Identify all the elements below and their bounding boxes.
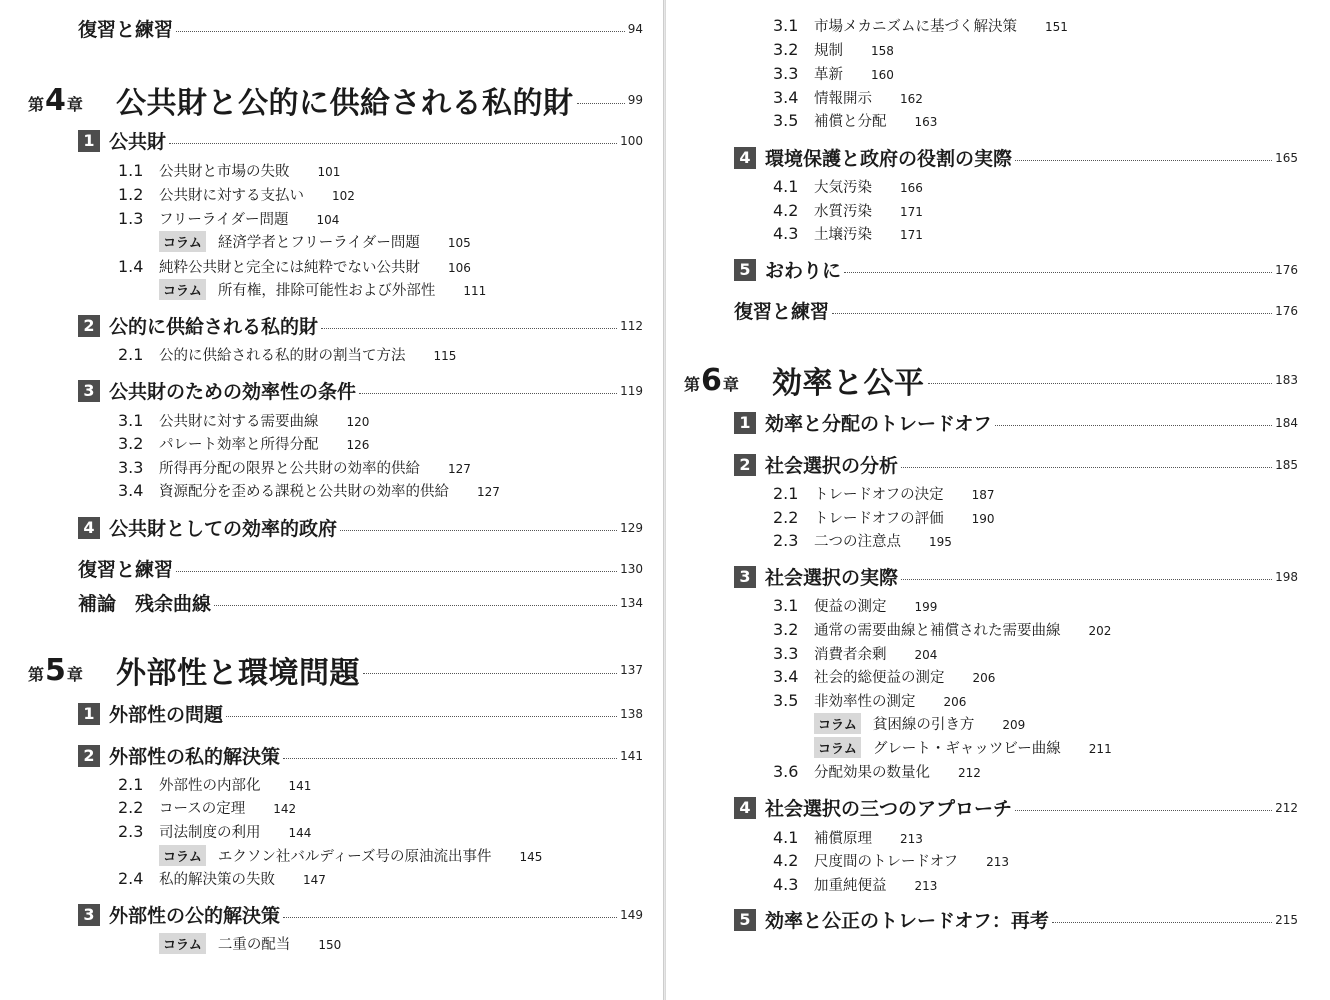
section-number-box: 1 [734,412,756,434]
section-number-box: 5 [734,909,756,931]
chapter-5-heading[interactable] [28,648,643,692]
section-number-box: 1 [78,130,100,152]
page-number: 151 [1045,20,1068,34]
page-number: 185 [1275,457,1298,472]
section-entry[interactable] [78,700,643,727]
subsection-number: 4.2 [773,851,799,870]
subsection-title: 所得再分配の限界と公共財の効率的供給 [159,461,420,477]
chapter-title: 公共財と公的に供給される私的財 [116,86,574,121]
dot-leader [901,467,1272,468]
section-title: 外部性の私的解決策 [109,746,281,768]
chapter-suffix: 章 [722,374,739,394]
column-badge: コラム [159,845,206,866]
entry-title: 復習と練習 [734,301,830,323]
chapter-label [28,653,116,688]
subsection-title: 非効率性の測定 [814,694,916,710]
chapter-number: 4 [45,82,66,118]
page-number: 183 [1275,373,1298,387]
subsection-number: 3.2 [773,40,799,59]
subsection-title: トレードオフの決定 [814,487,944,503]
chapter-prefix: 第 [28,664,45,684]
section-number-box: 1 [78,703,100,725]
subsection-number: 1.2 [118,185,144,204]
page-number: 198 [1275,569,1298,584]
page-number: 144 [288,826,312,840]
dot-leader [283,917,617,918]
subsection-number: 3.4 [773,88,799,107]
column-title: 経済学者とフリーライダー問題 [217,235,420,251]
column-title: 二重の配当 [217,937,291,953]
section-entry[interactable] [78,742,643,769]
subsection-title: 便益の測定 [814,599,887,615]
column-title: エクソン社バルディーズ号の原油流出事件 [217,849,492,865]
dot-leader [321,328,617,329]
dot-leader [1052,922,1272,923]
page-number: 94 [627,21,643,36]
column-entry[interactable] [814,713,1025,734]
section-title: 公共財としての効率的政府 [109,518,338,540]
column-entry[interactable] [159,279,486,300]
section-entry[interactable] [734,144,1298,171]
subsection-title: 公的に供給される私的財の割当て方法 [159,348,406,364]
subsection-number: 1.4 [118,257,144,276]
section-title: 効率と公正のトレードオフ：再考 [765,910,1049,932]
page-number: 127 [477,485,500,499]
subsection-number: 3.3 [773,64,799,83]
page-number: 190 [971,512,995,526]
subsection-number: 3.5 [773,111,799,130]
section-title: 外部性の公的解決策 [109,905,281,927]
subsection-entry[interactable] [773,63,894,84]
section-number-box: 3 [78,904,100,926]
subsection-entry[interactable] [773,223,923,244]
page-number: 202 [1088,624,1112,638]
subsection-title: パレート効率と所得分配 [159,437,319,453]
page-number: 141 [620,748,643,763]
subsection-entry[interactable] [118,410,369,431]
subsection-title: 純粋公共財と完全には純粋でない公共財 [159,260,420,276]
page-number: 165 [1275,150,1298,165]
dot-leader [340,530,617,531]
subsection-number: 2.1 [773,484,799,503]
subsection-number: 2.2 [118,798,144,817]
subsection-entry[interactable] [118,774,311,795]
page-number: 100 [620,133,643,148]
subsection-title: 土壌汚染 [814,227,872,243]
subsection-number: 2.1 [118,775,144,794]
dot-leader [928,383,1273,384]
right-page [666,0,1330,1000]
page-number: 137 [620,663,643,677]
page-number: 115 [433,349,457,363]
subsection-entry[interactable] [773,643,937,664]
column-badge: コラム [159,279,206,300]
subsection-entry[interactable] [773,850,1009,871]
subsection-entry[interactable] [773,507,995,528]
subsection-number: 3.2 [118,434,144,453]
section-entry[interactable] [734,256,1298,283]
toc-entry-appendix[interactable] [78,589,643,616]
subsection-number: 4.2 [773,201,799,220]
section-entry[interactable] [734,409,1298,436]
section-entry[interactable] [734,794,1298,821]
section-entry[interactable] [78,377,643,404]
section-title: 公共財のための効率性の条件 [109,381,357,403]
subsection-number: 3.1 [773,16,799,35]
page-number: 102 [332,189,355,203]
subsection-title: 消費者余剰 [814,647,887,663]
page-number: 142 [273,802,297,816]
subsection-number: 1.3 [118,209,144,228]
subsection-number: 3.1 [773,596,799,615]
section-title: 外部性の問題 [109,704,224,726]
subsection-entry[interactable] [118,868,326,889]
section-title: 社会選択の分析 [765,455,899,477]
subsection-number: 3.4 [118,481,144,500]
section-entry[interactable] [734,906,1298,933]
section-number-box: 2 [78,315,100,337]
page-number: 158 [871,44,894,58]
subsection-entry[interactable] [118,457,471,478]
page-number: 105 [447,236,471,250]
column-entry[interactable] [159,933,341,954]
chapter-title: 効率と公平 [772,366,925,401]
dot-leader [359,393,617,394]
subsection-title: 補償原理 [814,831,872,847]
subsection-number: 3.3 [773,644,799,663]
subsection-entry[interactable] [773,530,952,551]
subsection-title: 革新 [814,67,843,83]
subsection-title: 情報開示 [814,91,872,107]
subsection-number: 2.1 [118,345,144,364]
subsection-entry[interactable] [118,256,471,277]
dot-leader [995,425,1272,426]
page-number: 106 [448,261,471,275]
section-title: 社会選択の三つのアプローチ [765,798,1013,820]
subsection-entry[interactable] [118,821,311,842]
subsection-title: 公共財に対する支払い [159,188,304,204]
column-title: 貧困線の引き方 [872,717,975,733]
chapter-4-heading[interactable] [28,78,643,122]
page-number: 99 [627,93,643,107]
section-entry[interactable] [78,127,643,154]
entry-title: 復習と練習 [78,559,174,581]
subsection-number: 4.1 [773,177,799,196]
subsection-entry[interactable] [118,480,500,501]
column-entry[interactable] [814,737,1112,758]
page-number: 138 [620,706,643,721]
dot-leader [832,313,1272,314]
subsection-entry[interactable] [773,39,894,60]
section-number-box: 2 [734,454,756,476]
subsection-title: トレードオフの評価 [814,511,944,527]
section-number-box: 4 [78,517,100,539]
chapter-number: 6 [701,362,722,398]
subsection-title: 尺度間のトレードオフ [814,854,959,870]
subsection-title: 私的解決策の失敗 [159,872,275,888]
column-title: 所有権，排除可能性および外部性 [217,283,436,299]
section-entry[interactable] [734,451,1298,478]
page-number: 212 [958,766,981,780]
toc-entry-review[interactable] [78,15,643,42]
chapter-suffix: 章 [66,664,83,684]
section-number-box: 3 [78,380,100,402]
page-number: 127 [448,462,471,476]
page-number: 104 [316,213,340,227]
subsection-number: 2.2 [773,508,799,527]
page-number: 213 [914,879,938,893]
page-number: 212 [1275,800,1298,815]
subsection-number: 4.3 [773,224,799,243]
page-number: 195 [929,535,952,549]
dot-leader [169,143,617,144]
subsection-number: 3.6 [773,762,799,781]
column-title: グレート・ギャッツビー曲線 [872,741,1061,757]
page-number: 206 [943,695,967,709]
section-title: おわりに [765,260,842,282]
subsection-entry[interactable] [773,827,923,848]
subsection-title: 加重純便益 [814,878,887,894]
page-number: 129 [620,520,643,535]
page-number: 163 [914,115,938,129]
page-number: 184 [1275,415,1298,430]
page-number: 111 [463,284,487,298]
toc-entry-review[interactable] [78,555,643,582]
subsection-number: 3.5 [773,691,799,710]
page-number: 215 [1275,912,1298,927]
page-number: 149 [620,907,643,922]
page-number: 199 [914,600,938,614]
chapter-title: 外部性と環境問題 [116,656,360,691]
entry-title: 補論 残余曲線 [78,593,212,615]
subsection-title: コースの定理 [159,801,246,817]
dot-leader [176,31,625,32]
subsection-title: 二つの注意点 [814,534,901,550]
entry-title: 復習と練習 [78,19,174,41]
subsection-entry[interactable] [773,690,966,711]
dot-leader [577,103,625,104]
section-number-box: 5 [734,259,756,281]
page-number: 134 [620,595,643,610]
page-number: 209 [1002,718,1026,732]
page-number: 204 [914,648,938,662]
subsection-entry[interactable] [118,433,369,454]
chapter-number: 5 [45,652,66,688]
dot-leader [844,272,1272,273]
subsection-title: 外部性の内部化 [159,778,261,794]
section-number-box: 4 [734,797,756,819]
section-title: 公共財 [109,131,167,153]
subsection-title: 水質汚染 [814,204,872,220]
page-number: 130 [620,561,643,576]
subsection-entry[interactable] [773,176,923,197]
subsection-entry[interactable] [773,619,1111,640]
subsection-title: 大気汚染 [814,180,872,196]
page-number: 211 [1088,742,1112,756]
section-title: 効率と分配のトレードオフ [765,413,992,435]
column-entry[interactable] [159,845,542,866]
subsection-title: 司法制度の利用 [159,825,261,841]
page-number: 150 [318,938,342,952]
subsection-title: 分配効果の数量化 [814,765,930,781]
dot-leader [1015,810,1272,811]
subsection-entry[interactable] [773,110,937,131]
page-number: 171 [900,228,923,242]
page-number: 213 [900,832,923,846]
subsection-title: 通常の需要曲線と補償された需要曲線 [814,623,1061,639]
subsection-number: 3.1 [118,411,144,430]
section-number-box: 4 [734,147,756,169]
subsection-entry[interactable] [773,666,995,687]
subsection-entry[interactable] [118,184,355,205]
chapter-6-heading[interactable] [684,358,1298,402]
subsection-number: 2.4 [118,869,144,888]
chapter-prefix: 第 [28,94,45,114]
page-number: 126 [346,438,370,452]
subsection-entry[interactable] [773,874,937,895]
subsection-title: フリーライダー問題 [159,212,289,228]
dot-leader [214,605,617,606]
subsection-number: 2.3 [773,531,799,550]
dot-leader [901,579,1272,580]
page-number: 160 [871,68,894,82]
column-badge: コラム [814,737,861,758]
page-number: 120 [346,415,370,429]
column-badge: コラム [814,713,861,734]
subsection-title: 市場メカニズムに基づく解決策 [814,19,1017,35]
section-entry[interactable] [78,901,643,928]
subsection-entry[interactable] [773,595,937,616]
subsection-entry[interactable] [773,483,995,504]
page-number: 147 [303,873,326,887]
page-number: 213 [986,855,1010,869]
subsection-entry[interactable] [118,160,340,181]
subsection-entry[interactable] [773,15,1068,36]
page-number: 101 [317,165,341,179]
page-number: 119 [620,383,643,398]
page-number: 206 [972,671,996,685]
subsection-number: 3.2 [773,620,799,639]
subsection-number: 4.1 [773,828,799,847]
column-badge: コラム [159,231,206,252]
page-number: 162 [900,92,923,106]
section-entry[interactable] [78,514,643,541]
subsection-entry[interactable] [773,761,981,782]
subsection-number: 2.3 [118,822,144,841]
subsection-number: 4.3 [773,875,799,894]
subsection-title: 規制 [814,43,843,59]
dot-leader [1015,160,1272,161]
page-number: 112 [620,318,643,333]
chapter-prefix: 第 [684,374,701,394]
page-number: 141 [288,779,312,793]
subsection-entry[interactable] [773,200,923,221]
subsection-title: 社会的総便益の測定 [814,670,945,686]
section-number-box: 2 [78,745,100,767]
dot-leader [283,758,617,759]
subsection-entry[interactable] [118,797,296,818]
page-number: 145 [519,850,543,864]
column-entry[interactable] [159,231,471,252]
subsection-title: 資源配分を歪める課税と公共財の効率的供給 [159,484,449,500]
page-number: 171 [900,205,923,219]
subsection-number: 1.1 [118,161,144,180]
page-number: 187 [971,488,995,502]
subsection-entry[interactable] [118,344,456,365]
page-number: 176 [1275,262,1298,277]
subsection-entry[interactable] [773,87,923,108]
section-title: 公的に供給される私的財 [109,316,319,338]
section-entry[interactable] [78,312,643,339]
section-number-box: 3 [734,566,756,588]
page-number: 176 [1275,303,1298,318]
dot-leader [176,571,617,572]
dot-leader [226,716,617,717]
subsection-number: 3.4 [773,667,799,686]
subsection-title: 補償と分配 [814,114,887,130]
section-title: 環境保護と政府の役割の実際 [765,148,1013,170]
chapter-suffix: 章 [66,94,83,114]
page-number: 166 [900,181,923,195]
subsection-title: 公共財に対する需要曲線 [159,414,319,430]
chapter-label [28,83,116,118]
section-entry[interactable] [734,563,1298,590]
subsection-number: 3.3 [118,458,144,477]
subsection-entry[interactable] [118,208,339,229]
dot-leader [363,673,617,674]
chapter-label [684,363,772,398]
column-badge: コラム [159,933,206,954]
toc-entry-review[interactable] [734,297,1298,324]
subsection-title: 公共財と市場の失敗 [159,164,290,180]
left-page [0,0,664,1000]
section-title: 社会選択の実際 [765,567,899,589]
